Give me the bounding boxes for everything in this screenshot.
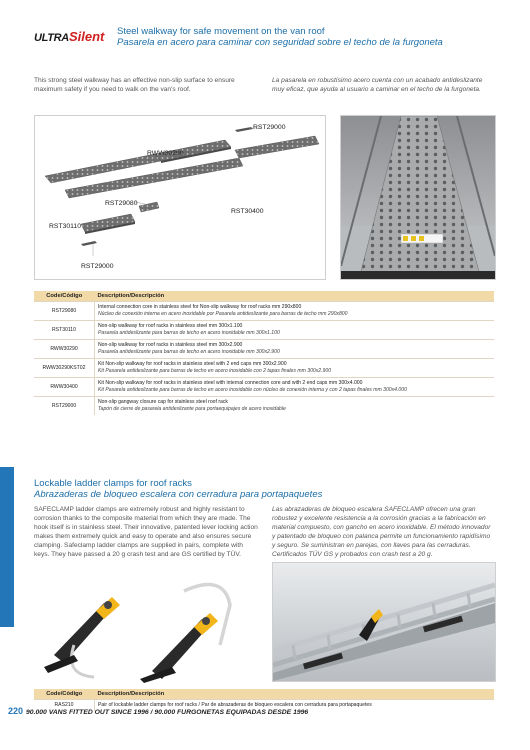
section-title-es: Pasarela en acero para caminar con seguridad sobre el techo de la furgoneta: [117, 37, 443, 48]
footer-slogan: 90.000 VANS FITTED OUT SINCE 1996 / 90.000 FURGONETAS EQUIPADAS DESDE 1996: [26, 709, 309, 716]
table-header-description: Description/Descripción: [95, 689, 495, 700]
table-header-description: Description/Descripción: [95, 291, 495, 302]
diagram-label-rst30400: RST30400: [231, 208, 264, 215]
table-header-code: Code/Código: [34, 689, 95, 700]
description-en: Internal connection core in stainless steel for Non-slip walkway for roof racks mm 290x800: [98, 304, 302, 310]
table-row: [34, 302, 494, 321]
product-code: RWW30290KST02: [34, 359, 95, 378]
description-es: Tapón de cierre de pasarela antideslizante para portaequipajes de acero inoxidable: [98, 406, 286, 412]
side-section-tab: [0, 467, 14, 627]
walkway-diagram: [34, 115, 326, 280]
product-code: RAS210: [34, 700, 95, 712]
table-header-row: [34, 689, 494, 700]
ladder-clamps-title-en: Lockable ladder clamps for roof racks: [34, 478, 192, 489]
end-cap-bottom: [81, 241, 97, 246]
table-row: [34, 359, 494, 378]
description-en: Non-slip gangway closure cap for stainless steel roof rack: [98, 399, 228, 405]
diagram-label-rst29000-top: RST29000: [253, 124, 286, 131]
ladder-clamps-text-en: SAFECLAMP ladder clamps are extremely robust and highly resistant to corrosion thanks to the composite material from which they are made. The hook itself is in stainless steel. Their innovative, patented lever locking action makes them extremely quick and easy to operate and also ensures secure clamping. Safeclamp ladder clamps are supplied in pairs, complete with keys. They have passed a 20 g crash test and are GS certified by TÜV.: [34, 506, 258, 558]
table-header-code: Code/Código: [34, 291, 95, 302]
description-en: Kit Non-slip walkway for roof racks in stainless steel with internal connection core and with 2 end caps mm 300x4.000: [98, 380, 363, 386]
product-description: [95, 340, 495, 359]
ladder-clamps-image: [34, 575, 260, 685]
walkway-photo-svg: [341, 116, 495, 279]
product-code: RWW30290: [34, 340, 95, 359]
product-code: RWW30400: [34, 378, 95, 397]
walkway-photo: [340, 115, 496, 280]
clamp-left: [44, 597, 120, 677]
description-es: Pasarela antideslizante para barras de techo en acero inoxidable mm 300x1.100: [98, 330, 280, 336]
table-row: [34, 378, 494, 397]
description-en: Non-slip walkway for roof racks in stainless steel mm 300x1.100: [98, 323, 243, 329]
product-description: [95, 321, 495, 340]
description-es: Kit Pasarela antideslizante para barras de techo en acero inoxidable con 2 tapas finales mm 300x2.900: [98, 368, 332, 374]
page-number: 220: [8, 706, 24, 716]
product-description: [95, 378, 495, 397]
description-es: Kit Pasarela antideslizante para barras de techo en acero inoxidable con núcleo de conexión interna y con 2 tapas finales mm 300x4.000: [98, 387, 407, 393]
diagram-label-rst29000-bottom: RST29000: [81, 263, 114, 270]
description-es: Pasarela antideslizante para barras de techo en acero inoxidable mm 300x2.900: [98, 349, 280, 355]
ladder-roof-photo: [272, 562, 496, 682]
product-description: Pair of lockable ladder clamps for roof racks / Par de abrazaderas de bloqueo escalera con cerradura para portapaquetes: [95, 700, 495, 712]
description-es: Núcleo de conexión interna en acero inoxidable por Pasarela antideslizante para barras de techo mm 290x800: [98, 311, 348, 317]
clamp-right: [140, 585, 230, 683]
description-en: Non-slip walkway for roof racks in stainless steel mm 300x2.900: [98, 342, 243, 348]
diagram-label-rww30290: RWW30290: [147, 150, 184, 157]
product-description: [95, 359, 495, 378]
ladder-clamps-title-es: Abrazaderas de bloqueo escalera con cerradura para portapaquetes: [34, 489, 323, 500]
product-code: RST29080: [34, 302, 95, 321]
product-code: RST29000: [34, 397, 95, 416]
brand-logo: [34, 28, 112, 46]
page-footer: [8, 706, 308, 716]
intro-text-es: La pasarela en robustísimo acero cuenta con un acabado antideslizante muy eficaz, que ayuda al usuario a caminar en el techo de la furgoneta.: [272, 77, 483, 93]
table-header-row: [34, 291, 494, 302]
product-description: [95, 302, 495, 321]
section-title-en: Steel walkway for safe movement on the van roof: [117, 26, 325, 37]
product-code: RST30110: [34, 321, 95, 340]
panel-rst30400-b: [65, 158, 243, 198]
diagram-label-rst29080: RST29080: [105, 200, 138, 207]
ladder-clamps-text-es: Las abrazaderas de bloqueo escalera SAFECLAMP ofrecen una gran robustez y excelente resistencia a la corrosión gracias a la fabricación en material compuesto, con gancho en acero inoxidable. El método innovador y patentado de bloqueo con palanca permite un funcionamiento rapidísimo y seguro. Se suministran en parejas, con llaves para las cerraduras. Certificados TÜV GS y probados con crash test a 20 g.: [272, 506, 491, 558]
product-description: [95, 397, 495, 416]
ladder-roof-photo-svg: [273, 563, 495, 681]
ladder-clamps-svg: [34, 575, 260, 685]
logo-ultra-text: ULTRA: [34, 32, 69, 44]
panel-rst30400: [235, 136, 319, 158]
end-cap-top: [235, 127, 253, 132]
table-row: [34, 397, 494, 416]
walkway-products-table: [34, 291, 494, 415]
intro-text-en: This strong steel walkway has an effective non-slip surface to ensure maximum safety if you need to walk on the van's roof.: [34, 77, 235, 93]
logo-silent-text: Silent: [68, 29, 105, 44]
table-row: [34, 340, 494, 359]
walkway-diagram-svg: [35, 116, 325, 279]
description-en: Kit Non-slip walkway for roof racks in stainless steel with 2 end caps mm 300x2.900: [98, 361, 287, 367]
diagram-label-rst30110: RST30110: [49, 223, 81, 230]
table-row: [34, 321, 494, 340]
